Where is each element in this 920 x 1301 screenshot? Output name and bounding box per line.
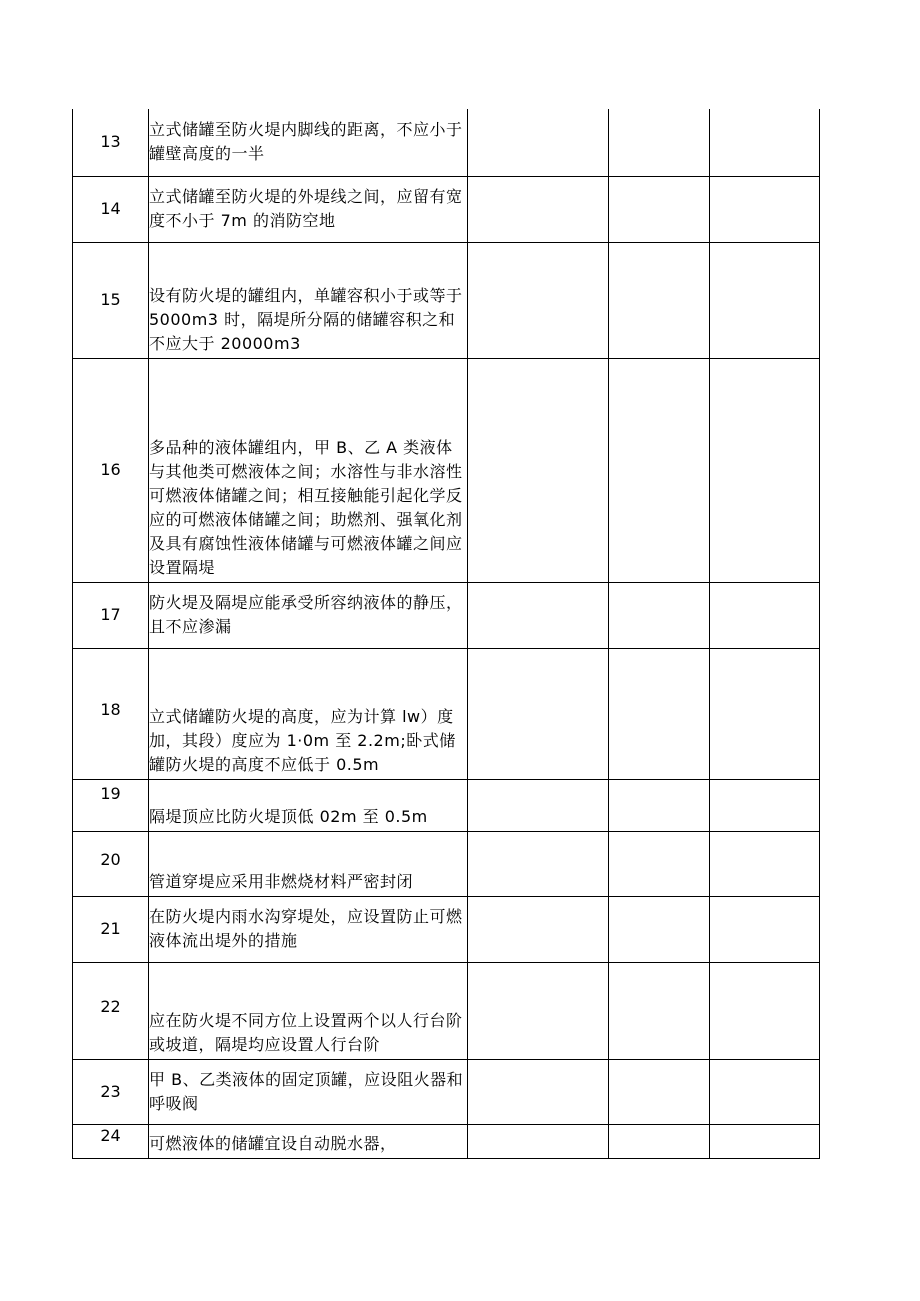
blank-cell <box>609 962 710 1059</box>
table-row <box>73 896 820 962</box>
requirement-text: 多品种的液体罐组内，甲 B、乙 A 类液体与其他类可燃液体之间；水溶性与非水溶性可燃液体储罐之间；相互接触能引起化学反应的可燃液体储罐之间；助燃剂、强氧化剂及具有腐蚀性液体储罐与可燃液体罐之间应设置隔堤 <box>149 358 468 582</box>
row-number: 20 <box>73 831 149 896</box>
table-row <box>73 962 820 1059</box>
blank-cell <box>710 648 820 779</box>
table-row <box>73 1124 820 1158</box>
inspection-table <box>72 109 820 1159</box>
blank-cell <box>710 1124 820 1158</box>
blank-cell <box>468 962 609 1059</box>
requirement-text: 立式储罐至防火堤内脚线的距离，不应小于罐壁高度的一半 <box>149 109 468 176</box>
requirement-text: 设有防火堤的罐组内，单罐容积小于或等于 5000m3 时，隔堤所分隔的储罐容积之和不应大于 20000m3 <box>149 242 468 358</box>
blank-cell <box>609 358 710 582</box>
requirement-text: 立式储罐至防火堤的外堤线之间，应留有宽度不小于 7m 的消防空地 <box>149 176 468 242</box>
requirement-text: 隔堤顶应比防火堤顶低 02m 至 0.5m <box>149 779 468 831</box>
blank-cell <box>609 176 710 242</box>
row-number: 15 <box>73 242 149 358</box>
blank-cell <box>710 358 820 582</box>
blank-cell <box>468 1059 609 1124</box>
table-row <box>73 109 820 176</box>
blank-cell <box>609 109 710 176</box>
blank-cell <box>609 896 710 962</box>
blank-cell <box>468 648 609 779</box>
blank-cell <box>710 962 820 1059</box>
requirement-text: 管道穿堤应采用非燃烧材料严密封闭 <box>149 831 468 896</box>
blank-cell <box>468 582 609 648</box>
table-row <box>73 176 820 242</box>
blank-cell <box>468 242 609 358</box>
table-row <box>73 831 820 896</box>
table-row <box>73 242 820 358</box>
blank-cell <box>468 1124 609 1158</box>
row-number: 19 <box>73 779 149 831</box>
blank-cell <box>710 242 820 358</box>
blank-cell <box>609 831 710 896</box>
row-number: 17 <box>73 582 149 648</box>
blank-cell <box>710 582 820 648</box>
requirement-text: 可燃液体的储罐宜设自动脱水器， <box>149 1124 468 1158</box>
blank-cell <box>468 358 609 582</box>
row-number: 21 <box>73 896 149 962</box>
row-number: 14 <box>73 176 149 242</box>
row-number: 24 <box>73 1124 149 1158</box>
row-number: 16 <box>73 358 149 582</box>
requirement-text: 在防火堤内雨水沟穿堤处，应设置防止可燃液体流出堤外的措施 <box>149 896 468 962</box>
requirement-text: 防火堤及隔堤应能承受所容纳液体的静压，且不应渗漏 <box>149 582 468 648</box>
blank-cell <box>609 648 710 779</box>
requirement-text: 立式储罐防火堤的高度，应为计算 lw）度加，其段）度应为 1·0m 至 2.2m;卧式储罐防火堤的高度不应低于 0.5m <box>149 648 468 779</box>
blank-cell <box>468 831 609 896</box>
table-row <box>73 1059 820 1124</box>
row-number: 23 <box>73 1059 149 1124</box>
blank-cell <box>609 1059 710 1124</box>
requirement-text: 应在防火堤不同方位上设置两个以人行台阶或坡道，隔堤均应设置人行台阶 <box>149 962 468 1059</box>
row-number: 22 <box>73 962 149 1059</box>
blank-cell <box>468 896 609 962</box>
requirement-text: 甲 B、乙类液体的固定顶罐，应设阻火器和呼吸阀 <box>149 1059 468 1124</box>
table-row <box>73 648 820 779</box>
blank-cell <box>609 1124 710 1158</box>
blank-cell <box>710 1059 820 1124</box>
blank-cell <box>609 582 710 648</box>
row-number: 18 <box>73 648 149 779</box>
table-row <box>73 582 820 648</box>
blank-cell <box>609 242 710 358</box>
blank-cell <box>468 176 609 242</box>
row-number: 13 <box>73 109 149 176</box>
blank-cell <box>710 176 820 242</box>
blank-cell <box>710 779 820 831</box>
blank-cell <box>710 896 820 962</box>
blank-cell <box>710 109 820 176</box>
blank-cell <box>710 831 820 896</box>
blank-cell <box>468 779 609 831</box>
table-row <box>73 358 820 582</box>
blank-cell <box>468 109 609 176</box>
table-row <box>73 779 820 831</box>
blank-cell <box>609 779 710 831</box>
